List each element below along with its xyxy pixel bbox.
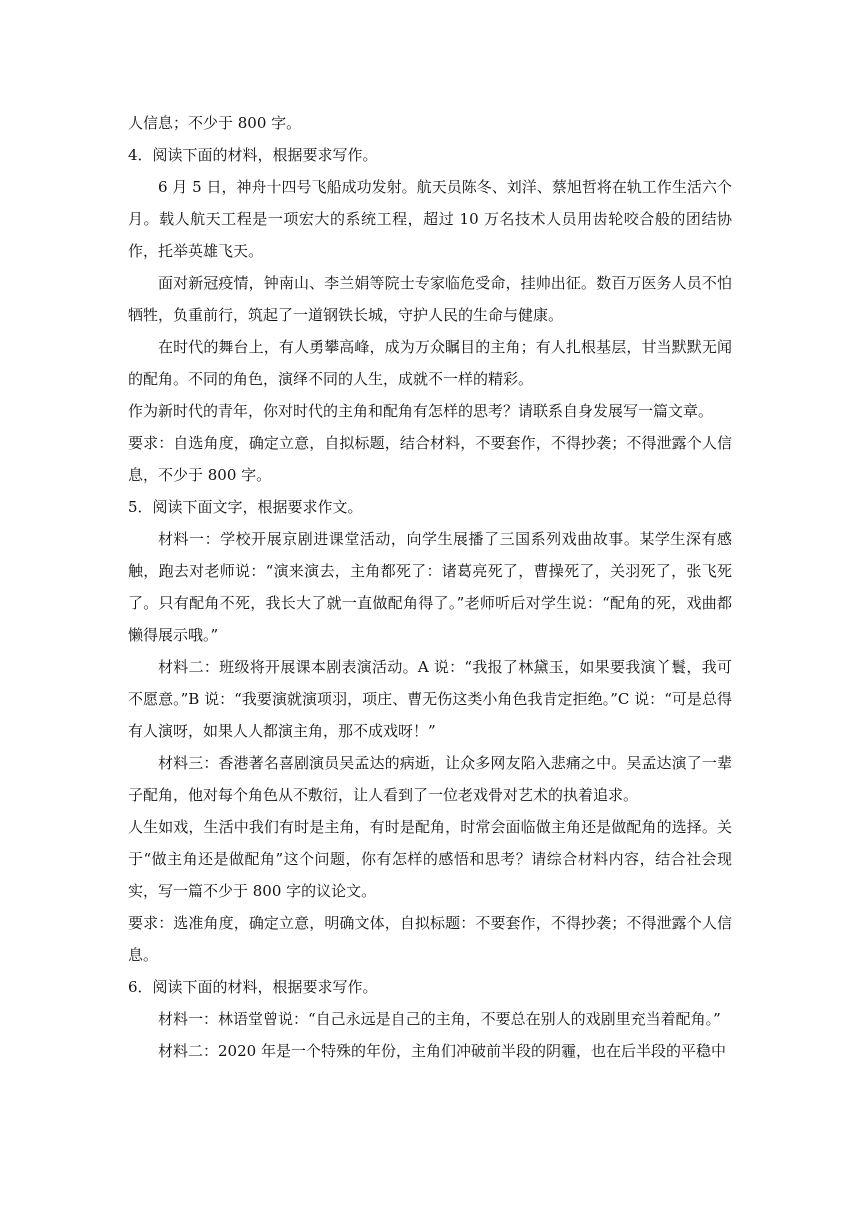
question-4-prompt: 作为新时代的青年，你对时代的主角和配角有怎样的思考？请联系自身发展写一篇文章。 (128, 402, 714, 420)
question-6-heading: 6．阅读下面的材料，根据要求写作。 (128, 978, 378, 996)
question-4-heading: 4．阅读下面的材料，根据要求写作。 (128, 146, 378, 164)
question-4-material-3: 在时代的舞台上，有人勇攀高峰，成为万众瞩目的主角；有人扎根基层，甘当默默无闻的配角。不同的角色，演绎不同的人生，成就不一样的精彩。 (128, 338, 732, 388)
question-4-material-1: 6 月 5 日，神舟十四号飞船成功发射。航天员陈冬、刘洋、蔡旭哲将在轨工作生活六个月。载人航天工程是一项宏大的系统工程，超过 10 万名技术人员用齿轮咬合般的团结协作，托举英雄飞天。 (128, 178, 732, 260)
question-5-requirements: 要求：选准角度，确定立意，明确文体，自拟标题：不要套作，不得抄袭；不得泄露个人信息。 (128, 914, 732, 964)
question-5-material-3: 材料三：香港著名喜剧演员吴孟达的病逝，让众多网友陷入悲痛之中。吴孟达演了一辈子配角，他对每个角色从不敷衍，让人看到了一位老戏骨对艺术的执着追求。 (128, 754, 732, 804)
question-5-material-1: 材料一：学校开展京剧进课堂活动，向学生展播了三国系列戏曲故事。某学生深有感触，跑去对老师说：“演来演去，主角都死了：诸葛亮死了，曹操死了，关羽死了，张飞死了。只有配角不死，我长大了就一直做配角得了。”老师听后对学生说：“配角的死，戏曲都懒得展示哦。” (128, 530, 732, 644)
question-4-material-2: 面对新冠疫情，钟南山、李兰娟等院士专家临危受命，挂帅出征。数百万医务人员不怕牺牲，负重前行，筑起了一道钢铁长城，守护人民的生命与健康。 (128, 274, 732, 324)
paragraph-continuation: 人信息；不少于 800 字。 (128, 114, 302, 132)
document-body (128, 107, 732, 1067)
question-6-material-1: 材料一：林语堂曾说：“自己永远是自己的主角，不要总在别人的戏剧里充当着配角。” (158, 1010, 721, 1028)
question-5-heading: 5．阅读下面文字，根据要求作文。 (128, 498, 363, 516)
question-4-requirements: 要求：自选角度，确定立意，自拟标题，结合材料，不要套作，不得抄袭；不得泄露个人信息，不少于 800 字。 (128, 434, 732, 484)
question-5-material-2: 材料二：班级将开展课本剧表演活动。A 说：“我报了林黛玉，如果要我演丫鬟，我可不愿意。”B 说：“我要演就演项羽，项庄、曹无伤这类小角色我肯定拒绝。”C 说：“可是总得有人演呀，如果人人都演主角，那不成戏呀！” (128, 658, 732, 740)
question-5-prompt: 人生如戏，生活中我们有时是主角，有时是配角，时常会面临做主角还是做配角的选择。关于“做主角还是做配角”这个问题，你有怎样的感悟和思考？请综合材料内容，结合社会现实，写一篇不少于 800 字的议论文。 (128, 818, 732, 900)
question-6-material-2: 材料二：2020 年是一个特殊的年份，主角们冲破前半段的阴霾，也在后半段的平稳中 (158, 1042, 726, 1060)
